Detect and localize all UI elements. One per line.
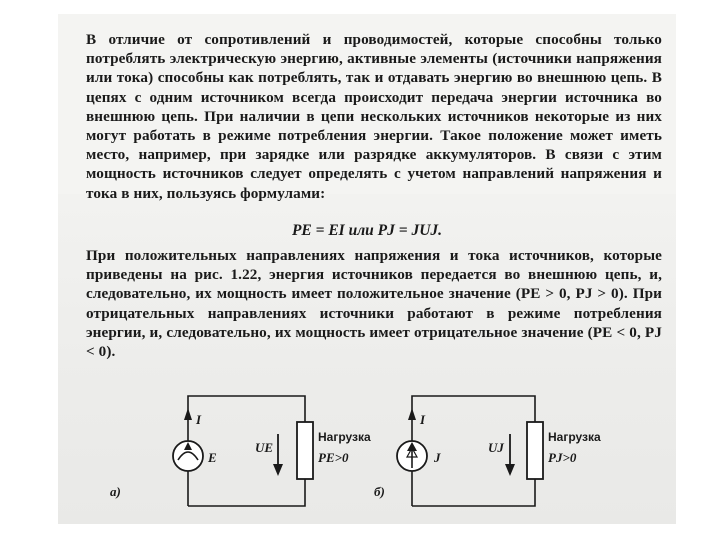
paragraph-2: При положительных направлениях напряжения и тока источников, которые приведены на рис. 1.22, энергия источников передается во внешнюю цепь, и, следовательно, их мощность имеет положительное значение (PE > 0, PJ > 0). При отрицательных направлениях источники работают в режиме потребления энергии, и, следовательно, их мощность имеет отрицательное значение (PE < 0, PJ < 0).	[86, 247, 662, 361]
voltage-arrow-icon	[505, 464, 515, 476]
circuit-figure-a	[100, 384, 371, 514]
power-label-b: PJ>0	[548, 450, 577, 465]
voltage-arrow-icon	[273, 464, 283, 476]
panel-label-b: б)	[374, 484, 385, 499]
load-resistor-icon	[527, 422, 543, 479]
load-label-a: Нагрузка	[318, 430, 371, 444]
current-arrow-icon	[408, 408, 416, 420]
power-label-a: PE>0	[318, 450, 349, 465]
current-label-a: I	[196, 412, 202, 427]
voltage-label-a: UE	[255, 440, 274, 455]
paragraph-1: В отличие от сопротивлений и проводимостей, которые способны только потреблять электрическую энергию, активные элементы (источники напряжения или тока) способны как потреблять, так и отдавать энергию во внешнюю цепь. В цепях с одним источником всегда происходит передача энергии источника во внешнюю цепь. При наличии в цепи нескольких источников некоторые из них могут работать в режиме потребления энергии. Такое положение может иметь место, например, при зарядке или разрядке аккумуляторов. В связи с этим мощность источников следует определять с учетом направлений напряжения и тока в них, пользуясь формулами:	[86, 31, 662, 202]
panel-label-a: а)	[110, 484, 121, 499]
circuit-figure-b	[340, 384, 601, 514]
power-formula: PE = EI или PJ = JUJ.	[291, 222, 443, 239]
voltage-label-b: UJ	[488, 440, 504, 455]
source-label-b: J	[434, 450, 441, 465]
current-label-b: I	[420, 412, 426, 427]
load-resistor-icon	[297, 422, 313, 479]
source-label-a: E	[208, 450, 217, 465]
current-arrow-icon	[184, 408, 192, 420]
load-label-b: Нагрузка	[548, 430, 601, 444]
